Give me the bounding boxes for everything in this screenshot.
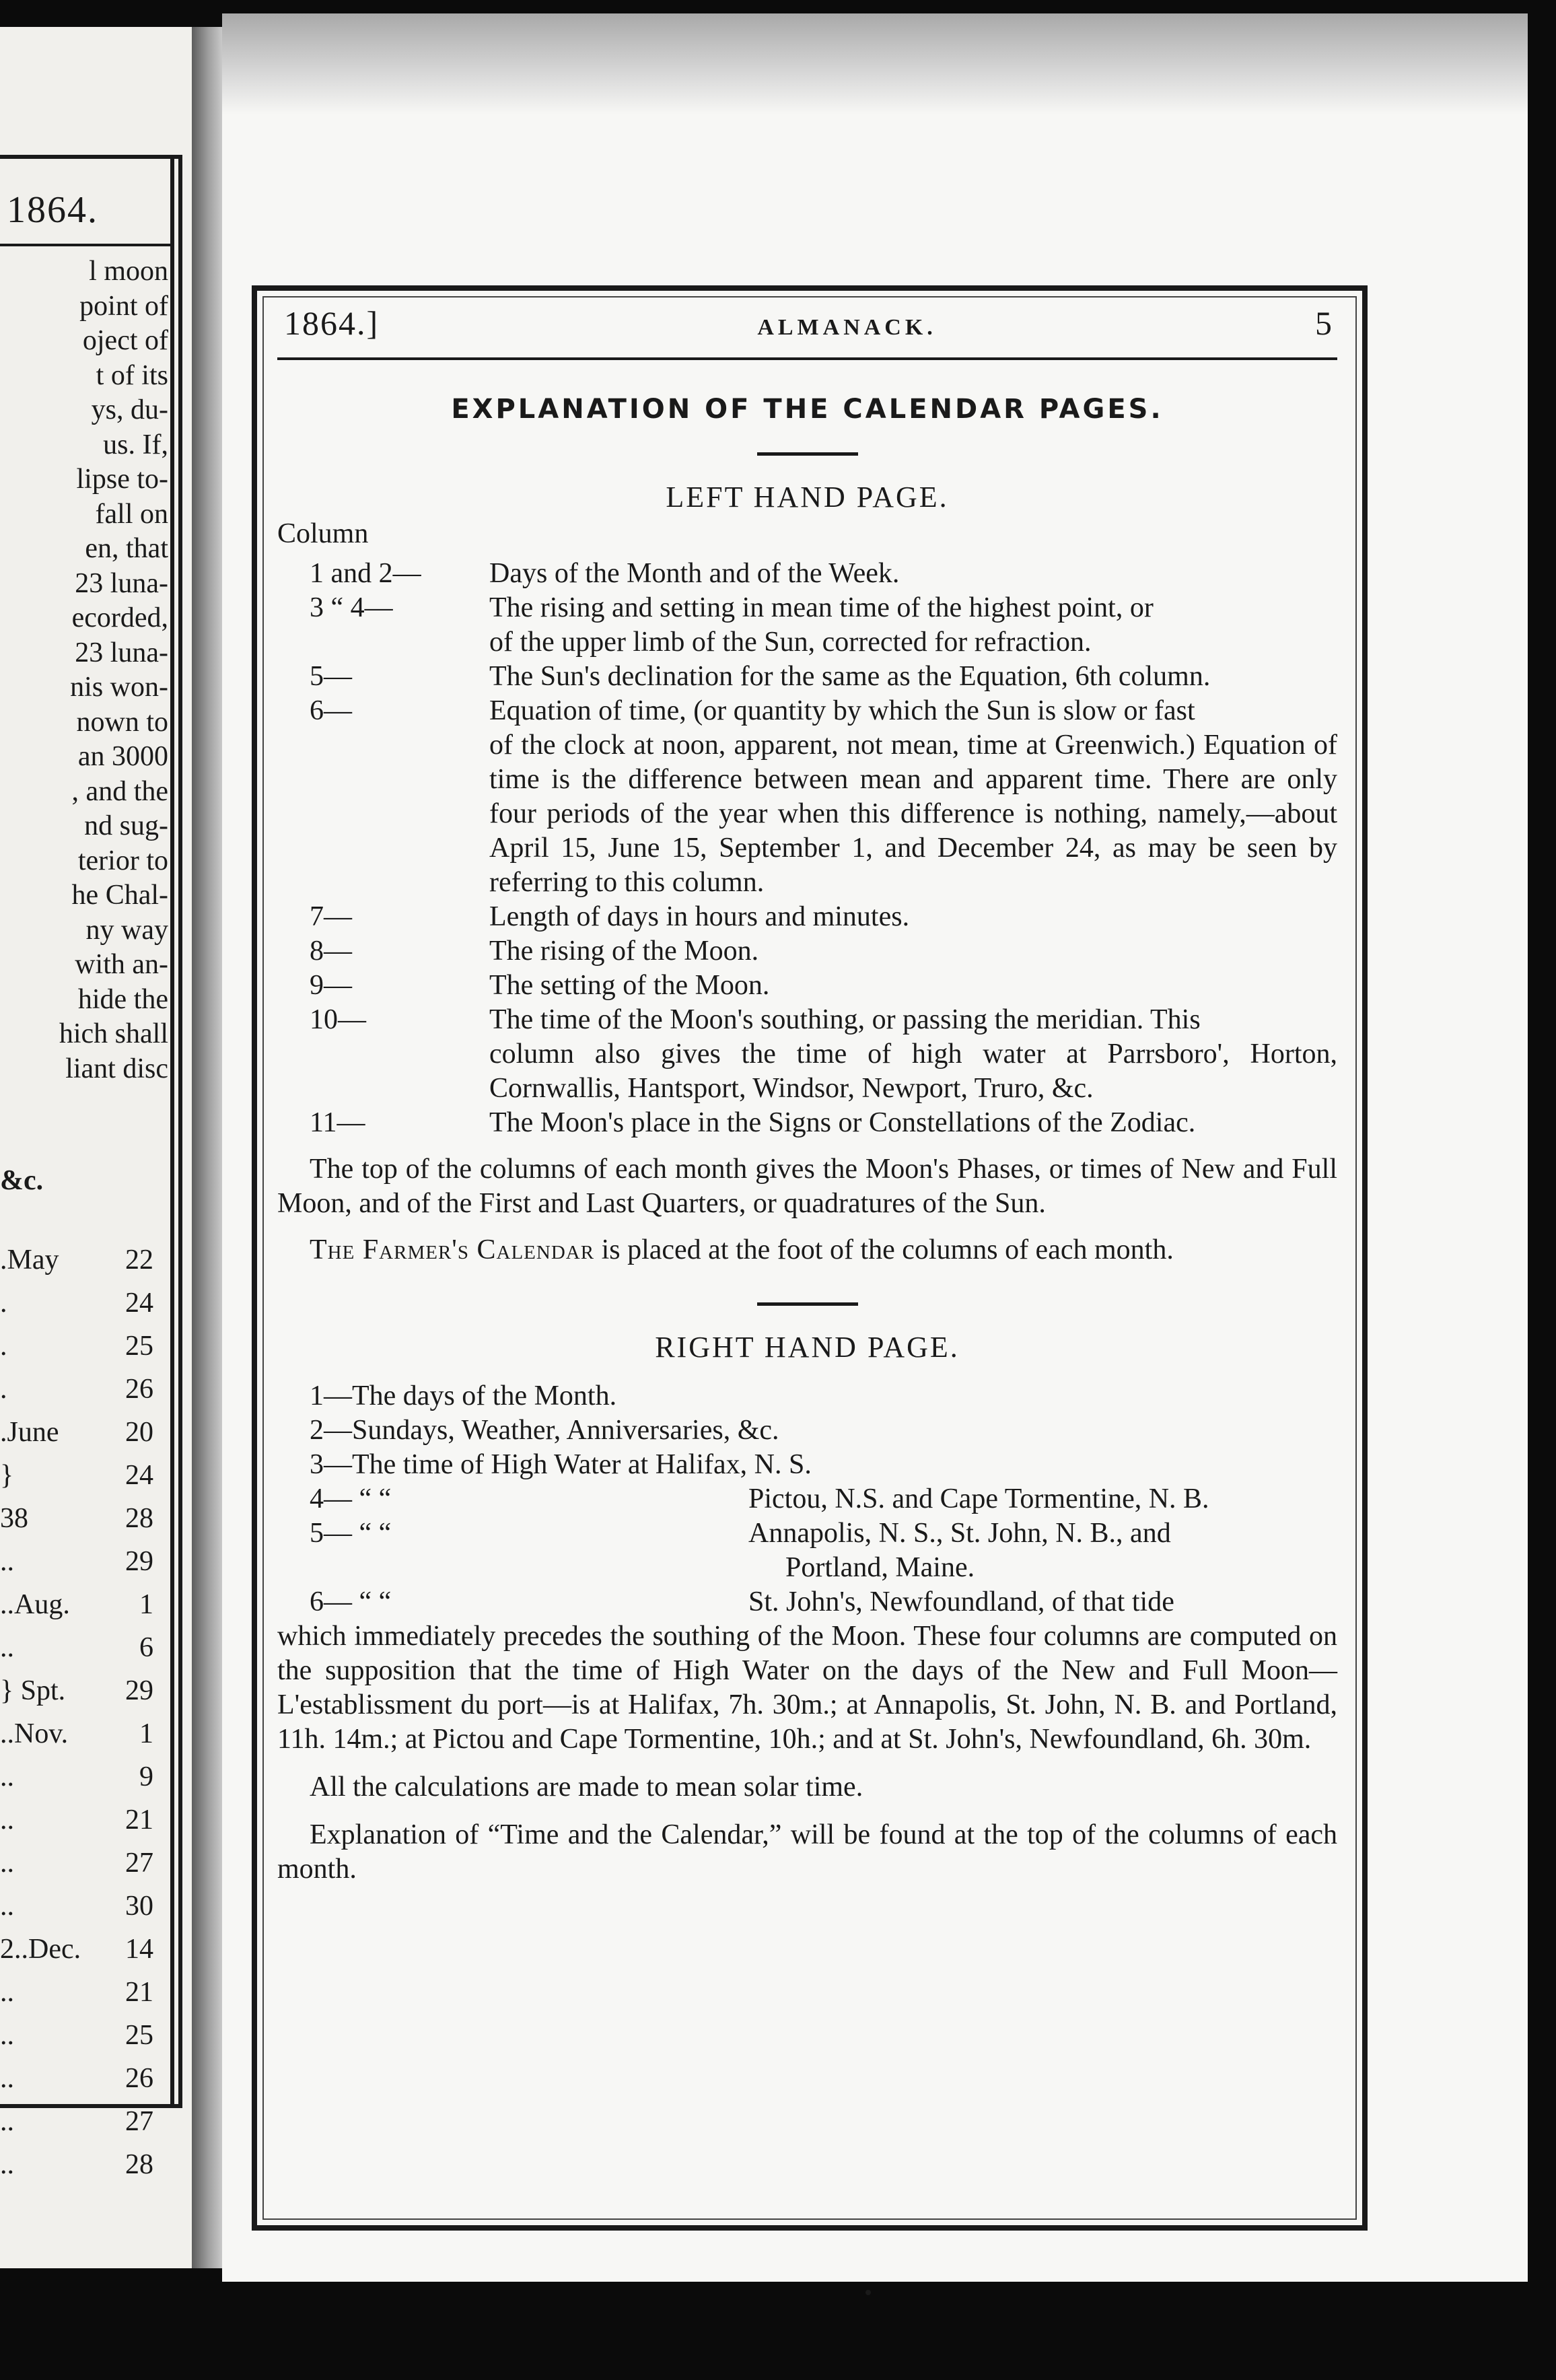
title-rule	[757, 452, 858, 456]
farmers-calendar-paragraph	[277, 1233, 1337, 1267]
page-title: EXPLANATION OF THE CALENDAR PAGES.	[451, 394, 1164, 425]
date-day: 1	[139, 1718, 153, 1749]
date-day: 24	[125, 1288, 153, 1319]
previous-page-line: liant disc	[65, 1053, 168, 1084]
item-text: The Moon's place in the Signs or Constellations of the Zodiac.	[489, 1107, 1196, 1138]
date-day: 21	[125, 1977, 153, 2008]
item-text: Equation of time, (or quantity by which the Sun is slow or fast	[489, 695, 1195, 726]
date-day: 30	[125, 1891, 153, 1922]
item-number: 4— “ “	[310, 1483, 392, 1514]
previous-page-line: 23 luna-	[75, 637, 168, 668]
date-day: 27	[125, 2106, 153, 2137]
date-day: 26	[125, 2063, 153, 2094]
date-label: ..Aug.	[0, 1589, 70, 1620]
list-item	[277, 1106, 1337, 1140]
previous-page-line: ys, du-	[91, 394, 168, 425]
previous-page-dates	[0, 1238, 153, 2186]
previous-page-date-row	[0, 1497, 153, 1540]
previous-page-line: he Chal-	[71, 880, 168, 911]
date-label: ..	[0, 2106, 14, 2137]
previous-page-line: t of its	[96, 359, 168, 391]
page-content	[277, 306, 1337, 1887]
date-day: 14	[125, 1934, 153, 1965]
item-number: 3 “ 4—	[310, 592, 393, 623]
date-label: } Spt.	[0, 1675, 66, 1706]
previous-page-date-row	[0, 2100, 153, 2143]
previous-page-date-row	[0, 1454, 153, 1497]
list-item: 3—The time of High Water at Halifax, N. S.	[310, 1449, 812, 1480]
farmers-calendar-term: The Farmer's Calendar	[310, 1234, 595, 1265]
previous-page-date-row	[0, 1712, 153, 1755]
solar-time-note: All the calculations are made to mean solar time.	[310, 1772, 863, 1803]
item-number: 5— “ “	[310, 1518, 392, 1549]
previous-page-line: ecorded,	[71, 602, 168, 633]
item-number: 7—	[310, 901, 352, 932]
date-day: 24	[125, 1460, 153, 1491]
previous-page-line: point of	[79, 290, 168, 322]
previous-page-line: l moon	[89, 256, 168, 287]
previous-page-line: en, that	[85, 533, 168, 564]
page-top-shadow	[222, 13, 1528, 114]
previous-page-date-row	[0, 1928, 153, 1971]
date-day: 26	[125, 1374, 153, 1405]
header-year: 1864.]	[284, 304, 380, 342]
list-item	[277, 660, 1337, 694]
item-text: St. John's, Newfoundland, of that tide	[748, 1586, 1174, 1617]
header-rule	[277, 357, 1337, 360]
time-calendar-note: Explanation of “Time and the Calendar,” will be found at the top of the columns of each month.	[277, 1819, 1337, 1885]
item-continuation: column also gives the time of high water at Parrsboro', Horton, Cornwallis, Hantsport, Windsor, Newport, Truro, &c.	[489, 1039, 1337, 1104]
previous-page-strip	[0, 27, 194, 2268]
item-number: 10—	[310, 1004, 366, 1035]
previous-page-date-row	[0, 1669, 153, 1712]
date-label: 38	[0, 1503, 28, 1534]
right-hand-heading: RIGHT HAND PAGE.	[655, 1331, 960, 1364]
previous-page-date-row	[0, 1626, 153, 1669]
farmers-calendar-text: is placed at the foot of the columns of each month.	[594, 1234, 1174, 1265]
list-item	[277, 1482, 1337, 1516]
date-day: 29	[125, 1546, 153, 1577]
section-rule	[757, 1302, 858, 1306]
date-label: ..	[0, 1805, 14, 1835]
list-item	[277, 934, 1337, 969]
date-label: ..	[0, 1891, 14, 1922]
date-day: 27	[125, 1848, 153, 1879]
left-hand-heading: LEFT HAND PAGE.	[666, 481, 949, 514]
item-number: 11—	[310, 1107, 365, 1138]
previous-page-line: hide the	[77, 983, 168, 1015]
date-day: 28	[125, 1503, 153, 1534]
date-day: 21	[125, 1805, 153, 1835]
date-day: 28	[125, 2149, 153, 2180]
item-number: 8—	[310, 936, 352, 967]
date-label: .	[0, 1331, 7, 1362]
previous-page-line: oject of	[82, 325, 168, 356]
previous-page-rule	[0, 244, 172, 246]
previous-page-date-row	[0, 2014, 153, 2057]
previous-page-date-row	[0, 1325, 153, 1368]
date-label: ..	[0, 2063, 14, 2094]
running-header	[277, 306, 1337, 353]
previous-page-date-row	[0, 1540, 153, 1583]
previous-page-line: nis won-	[70, 672, 168, 703]
date-day: 25	[125, 1331, 153, 1362]
date-label: ..	[0, 2020, 14, 2051]
list-item	[277, 591, 1337, 625]
previous-page-date-row	[0, 1885, 153, 1928]
previous-page-text	[0, 254, 168, 1086]
page-number: 5	[1314, 304, 1332, 342]
previous-page-date-row	[0, 2057, 153, 2100]
previous-page-date-row	[0, 1238, 153, 1282]
previous-page-line: with an-	[75, 949, 168, 980]
item-text: The rising and setting in mean time of the highest point, or	[489, 592, 1154, 623]
previous-page-date-row	[0, 1368, 153, 1411]
previous-page-date-row	[0, 1971, 153, 2014]
previous-page-date-row	[0, 1842, 153, 1885]
item-continuation: of the clock at noon, apparent, not mean, time at Greenwich.) Equation of time is the difference between mean and apparent time. There are only four periods of the year when this difference is nothing, namely,—about April 15, June 15, September 1, and December 24, as may be seen by referring to this column.	[489, 730, 1337, 898]
date-label: .	[0, 1288, 7, 1319]
list-item: 2—Sundays, Weather, Anniversaries, &c.	[310, 1415, 779, 1446]
right-hand-list	[277, 1379, 1337, 1757]
previous-page-line: ny way	[85, 914, 168, 946]
column-label: Column	[277, 518, 369, 549]
previous-page-line: fall on	[95, 498, 168, 530]
date-label: .May	[0, 1245, 59, 1275]
list-item	[277, 1516, 1337, 1551]
date-label: ..	[0, 1848, 14, 1879]
high-water-paragraph: which immediately precedes the southing of the Moon. These four columns are computed on the supposition that the time of High Water on the days of the New and Full Moon—L'establissment du port—is at Halifax, 7h. 30m.; at Annapolis, St. John, N. B. and Portland, 11h. 14m.; at Pictou and Cape Tormentine, 10h.; and at St. John's, Newfoundland, 6h. 30m.	[277, 1621, 1337, 1755]
previous-page-line: terior to	[77, 845, 168, 876]
page-mark	[865, 2290, 871, 2295]
list-item	[277, 900, 1337, 934]
left-hand-list	[277, 557, 1337, 1140]
item-text: The setting of the Moon.	[489, 970, 770, 1001]
date-label: ..	[0, 1977, 14, 2008]
list-item	[277, 1585, 1337, 1619]
date-day: 20	[125, 1417, 153, 1448]
previous-page-date-row	[0, 1798, 153, 1842]
item-text: The Sun's declination for the same as the Equation, 6th column.	[489, 661, 1211, 692]
previous-page-line: , and the	[71, 775, 168, 807]
previous-page-line: us. If,	[103, 429, 168, 460]
list-item	[277, 969, 1337, 1003]
previous-page-heading: &c.	[0, 1165, 44, 1196]
previous-page-line: an 3000	[77, 741, 168, 772]
item-text: Days of the Month and of the Week.	[489, 558, 900, 589]
previous-page-date-row	[0, 1282, 153, 1325]
list-item	[277, 1003, 1337, 1037]
list-item	[277, 557, 1337, 591]
item-text: Annapolis, N. S., St. John, N. B., and	[748, 1518, 1171, 1549]
previous-page-date-row	[0, 1583, 153, 1626]
previous-page-line: nown to	[76, 706, 168, 738]
previous-page-date-row	[0, 2143, 153, 2186]
item-number: 1 and 2—	[310, 558, 421, 589]
date-label: ..	[0, 1761, 14, 1792]
phases-paragraph: The top of the columns of each month gives the Moon's Phases, or times of New and Full Moon, and of the First and Last Quarters, or quadratures of the Sun.	[277, 1154, 1337, 1219]
item-text: Length of days in hours and minutes.	[489, 901, 910, 932]
header-title: ALMANACK.	[757, 315, 937, 340]
item-number: 9—	[310, 970, 352, 1001]
date-label: .	[0, 1374, 7, 1405]
item-continuation: of the upper limb of the Sun, corrected for refraction.	[489, 627, 1092, 658]
item-text: The rising of the Moon.	[489, 936, 759, 967]
date-label: ..	[0, 1546, 14, 1577]
date-day: 1	[139, 1589, 153, 1620]
date-label: }	[0, 1460, 14, 1491]
date-label: ..Nov.	[0, 1718, 69, 1749]
item-text: Pictou, N.S. and Cape Tormentine, N. B.	[748, 1483, 1209, 1514]
previous-page-date-row	[0, 1755, 153, 1798]
item-number: 6— “ “	[310, 1586, 392, 1617]
date-day: 22	[125, 1245, 153, 1275]
list-item	[277, 694, 1337, 728]
date-day: 9	[139, 1761, 153, 1792]
previous-page-line: 23 luna-	[75, 567, 168, 599]
item-number: 6—	[310, 695, 352, 726]
date-label: 2..Dec.	[0, 1934, 81, 1965]
date-label: ..	[0, 1632, 14, 1663]
date-label: ..	[0, 2149, 14, 2180]
item-continuation: Portland, Maine.	[785, 1552, 975, 1583]
previous-page-line: hich shall	[59, 1018, 168, 1049]
list-item: 1—The days of the Month.	[310, 1380, 617, 1411]
date-label: .June	[0, 1417, 59, 1448]
item-text: The time of the Moon's southing, or passing the meridian. This	[489, 1004, 1201, 1035]
previous-page-date-row	[0, 1411, 153, 1454]
previous-page-line: lipse to-	[76, 464, 168, 495]
date-day: 6	[139, 1632, 153, 1663]
previous-page-line: nd sug-	[84, 810, 168, 841]
item-number: 5—	[310, 661, 352, 692]
date-day: 25	[125, 2020, 153, 2051]
date-day: 29	[125, 1675, 153, 1706]
previous-page-year: 1864.	[7, 189, 98, 231]
